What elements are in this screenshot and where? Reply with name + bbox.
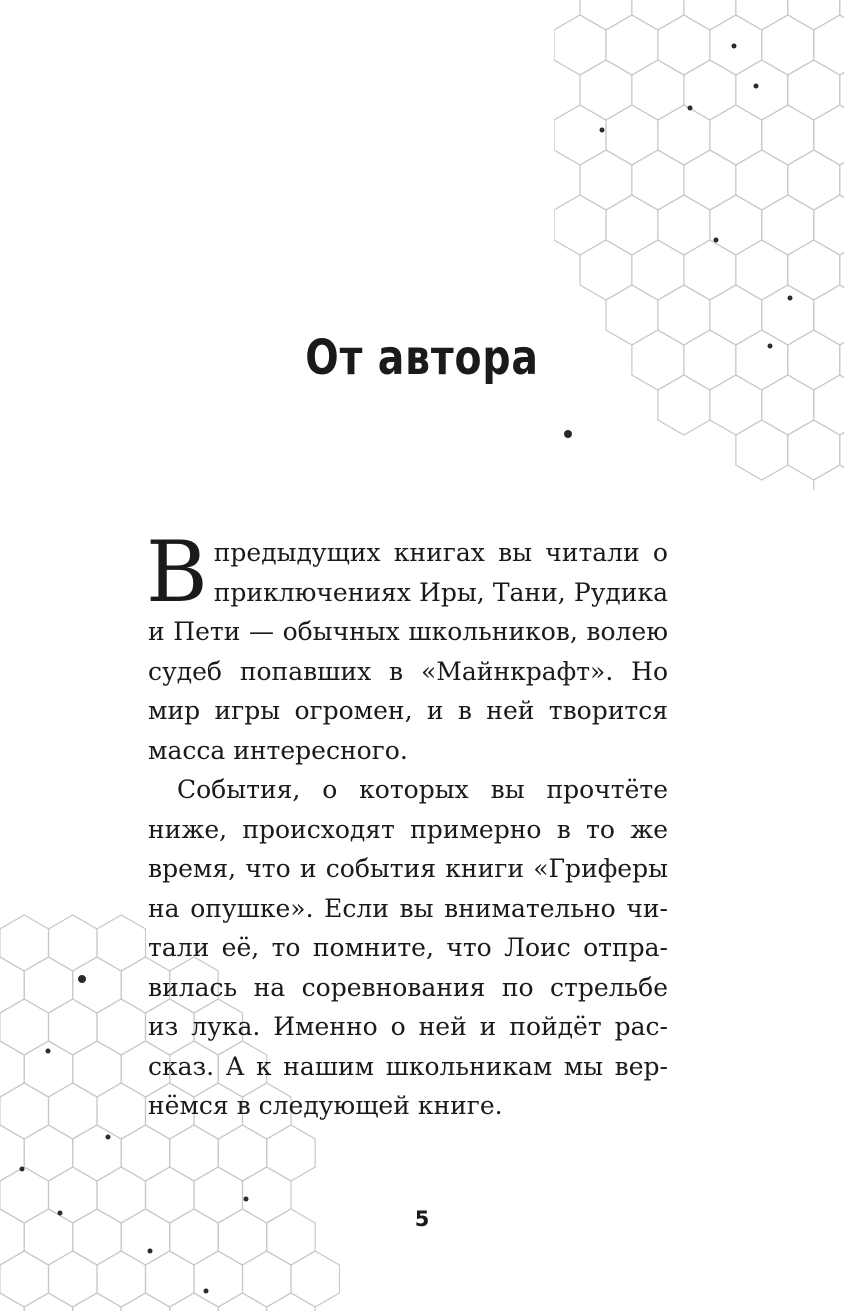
ornament-hexagon bbox=[788, 0, 840, 30]
ornament-hexagon bbox=[632, 240, 684, 300]
ornament-hexagon bbox=[24, 1293, 72, 1311]
page-number: 5 bbox=[414, 1207, 430, 1231]
ornament-hexagon bbox=[73, 1125, 122, 1181]
ornament-hexagon bbox=[606, 15, 658, 75]
ornament-hexagon bbox=[840, 240, 844, 300]
ornament-hexagon bbox=[170, 1293, 219, 1311]
ornament-hexagon bbox=[788, 150, 840, 210]
ornament-dot bbox=[20, 1167, 25, 1172]
drop-cap: В bbox=[146, 523, 208, 621]
ornament-hexagon bbox=[0, 1251, 49, 1307]
ornament-hexagon bbox=[0, 957, 24, 1013]
ornament-hexagon bbox=[73, 1293, 122, 1311]
ornament-hexagon bbox=[0, 999, 49, 1055]
ornament-dot bbox=[106, 1135, 111, 1140]
ornament-hexagon bbox=[840, 0, 844, 30]
ornament-dot bbox=[788, 296, 793, 301]
ornament-hexagon bbox=[710, 195, 762, 255]
ornament-hexagon bbox=[0, 1041, 24, 1097]
ornament-hexagon bbox=[840, 60, 844, 120]
ornament-hexagon bbox=[814, 285, 844, 345]
ornament-hexagon bbox=[218, 1293, 267, 1311]
ornament-hexagon bbox=[814, 15, 844, 75]
ornament-hexagon bbox=[291, 1251, 340, 1307]
ornament-hexagon bbox=[658, 195, 710, 255]
ornament-hexagon bbox=[49, 999, 98, 1055]
ornament-hexagon bbox=[632, 60, 684, 120]
ornament-hexagon bbox=[267, 1125, 316, 1181]
ornament-hexagon bbox=[0, 915, 49, 971]
body-text bbox=[146, 523, 668, 1126]
ornament-dot bbox=[148, 1249, 153, 1254]
ornament-hexagon bbox=[736, 0, 788, 30]
ornament-hexagon bbox=[218, 1125, 267, 1181]
hexagon-pattern-top-right-icon bbox=[554, 0, 844, 490]
ornament-dot bbox=[46, 1049, 51, 1054]
ornament-hexagon bbox=[580, 150, 632, 210]
ornament-hexagon bbox=[814, 465, 844, 490]
ornament-hexagon bbox=[840, 150, 844, 210]
ornament-hexagon bbox=[762, 285, 814, 345]
ornament-hexagon bbox=[762, 375, 814, 435]
ornament-hexagon bbox=[736, 60, 788, 120]
ornament-hexagon bbox=[121, 1293, 170, 1311]
ornament-hexagon bbox=[243, 1251, 292, 1307]
ornament-hexagon bbox=[736, 420, 788, 480]
ornament-hexagon bbox=[710, 105, 762, 165]
ornament-hexagon bbox=[684, 150, 736, 210]
ornament-hexagon bbox=[267, 1293, 316, 1311]
ornament-hexagon bbox=[170, 1125, 219, 1181]
ornament-hexagon bbox=[49, 1251, 98, 1307]
ornament-hexagon bbox=[788, 60, 840, 120]
ornament-hexagon bbox=[97, 915, 146, 971]
ornament-hexagon bbox=[814, 105, 844, 165]
ornament-hexagon bbox=[73, 1041, 122, 1097]
ornament-hexagon bbox=[684, 0, 736, 30]
ornament-hexagon bbox=[554, 15, 606, 75]
ornament-hexagon bbox=[788, 330, 840, 390]
ornament-hexagon bbox=[840, 330, 844, 390]
ornament-dot bbox=[244, 1197, 249, 1202]
ornament-dot bbox=[204, 1289, 209, 1294]
paragraph-1-text: предыдущих книгах вы читали о приключениях Иры, Тани, Рудика и Пети — обычных школьников, волею судеб попавших в «Майнкрафт». Но мир игры огромен, и в ней творится масса интересного. bbox=[148, 538, 668, 765]
ornament-hexagon bbox=[658, 105, 710, 165]
ornament-hexagon bbox=[97, 1083, 146, 1139]
ornament-hexagon bbox=[632, 150, 684, 210]
ornament-hexagon bbox=[606, 105, 658, 165]
ornament-hexagon bbox=[146, 1251, 195, 1307]
ornament-hexagon bbox=[684, 240, 736, 300]
ornament-hexagon bbox=[814, 375, 844, 435]
ornament-hexagon bbox=[580, 60, 632, 120]
ornament-hexagon bbox=[658, 15, 710, 75]
ornament-dot bbox=[714, 238, 719, 243]
ornament-hexagon bbox=[736, 240, 788, 300]
ornament-dot bbox=[564, 430, 572, 438]
ornament-dot bbox=[78, 975, 86, 983]
chapter-title: От автора bbox=[305, 330, 539, 386]
ornament-hexagon bbox=[554, 105, 606, 165]
ornament-hexagon bbox=[814, 195, 844, 255]
ornament-hexagon bbox=[0, 1293, 24, 1311]
ornament-hexagon bbox=[580, 240, 632, 300]
ornament-hexagon bbox=[840, 420, 844, 480]
paragraph-1 bbox=[146, 523, 668, 770]
ornament-hexagon bbox=[762, 15, 814, 75]
ornament-hexagon bbox=[788, 240, 840, 300]
ornament-dot bbox=[600, 128, 605, 133]
ornament-hexagon bbox=[97, 999, 146, 1055]
ornament-hexagon bbox=[0, 1125, 24, 1181]
ornament-hexagon bbox=[762, 105, 814, 165]
ornament-hexagon bbox=[194, 1251, 243, 1307]
paragraph-2: События, о которых вы прочтёте ниже, происходят примерно в то же время, что и события книги «Гриферы на опушке». Если вы внимательно читали её, то помните, что Лоис отправилась на соревнования по стрельбе из лука. Именно о ней и пойдёт рассказ. А к нашим школьникам мы вернёмся в следующей книге. bbox=[148, 775, 668, 1120]
ornament-hexagon bbox=[121, 1125, 170, 1181]
ornament-hexagon bbox=[73, 957, 122, 1013]
ornament-dot bbox=[754, 84, 759, 89]
ornament-hexagon bbox=[710, 15, 762, 75]
ornament-hexagon bbox=[632, 0, 684, 30]
ornament-hexagon bbox=[24, 1041, 72, 1097]
ornament-hexagon bbox=[0, 1083, 49, 1139]
ornament-hexagon bbox=[580, 0, 632, 30]
ornament-hexagon bbox=[736, 150, 788, 210]
ornament-dot bbox=[688, 106, 693, 111]
ornament-hexagon bbox=[49, 1083, 98, 1139]
ornament-hexagon bbox=[762, 195, 814, 255]
ornament-dot bbox=[732, 44, 737, 49]
ornament-hexagon bbox=[24, 957, 72, 1013]
ornament-hexagon bbox=[606, 195, 658, 255]
ornament-hexagon bbox=[684, 60, 736, 120]
ornament-hexagon bbox=[554, 195, 606, 255]
ornament-hexagon bbox=[49, 915, 98, 971]
ornament-dot bbox=[768, 344, 773, 349]
ornament-hexagon bbox=[97, 1251, 146, 1307]
ornament-hexagon bbox=[788, 420, 840, 480]
ornament-hexagon bbox=[24, 1125, 72, 1181]
